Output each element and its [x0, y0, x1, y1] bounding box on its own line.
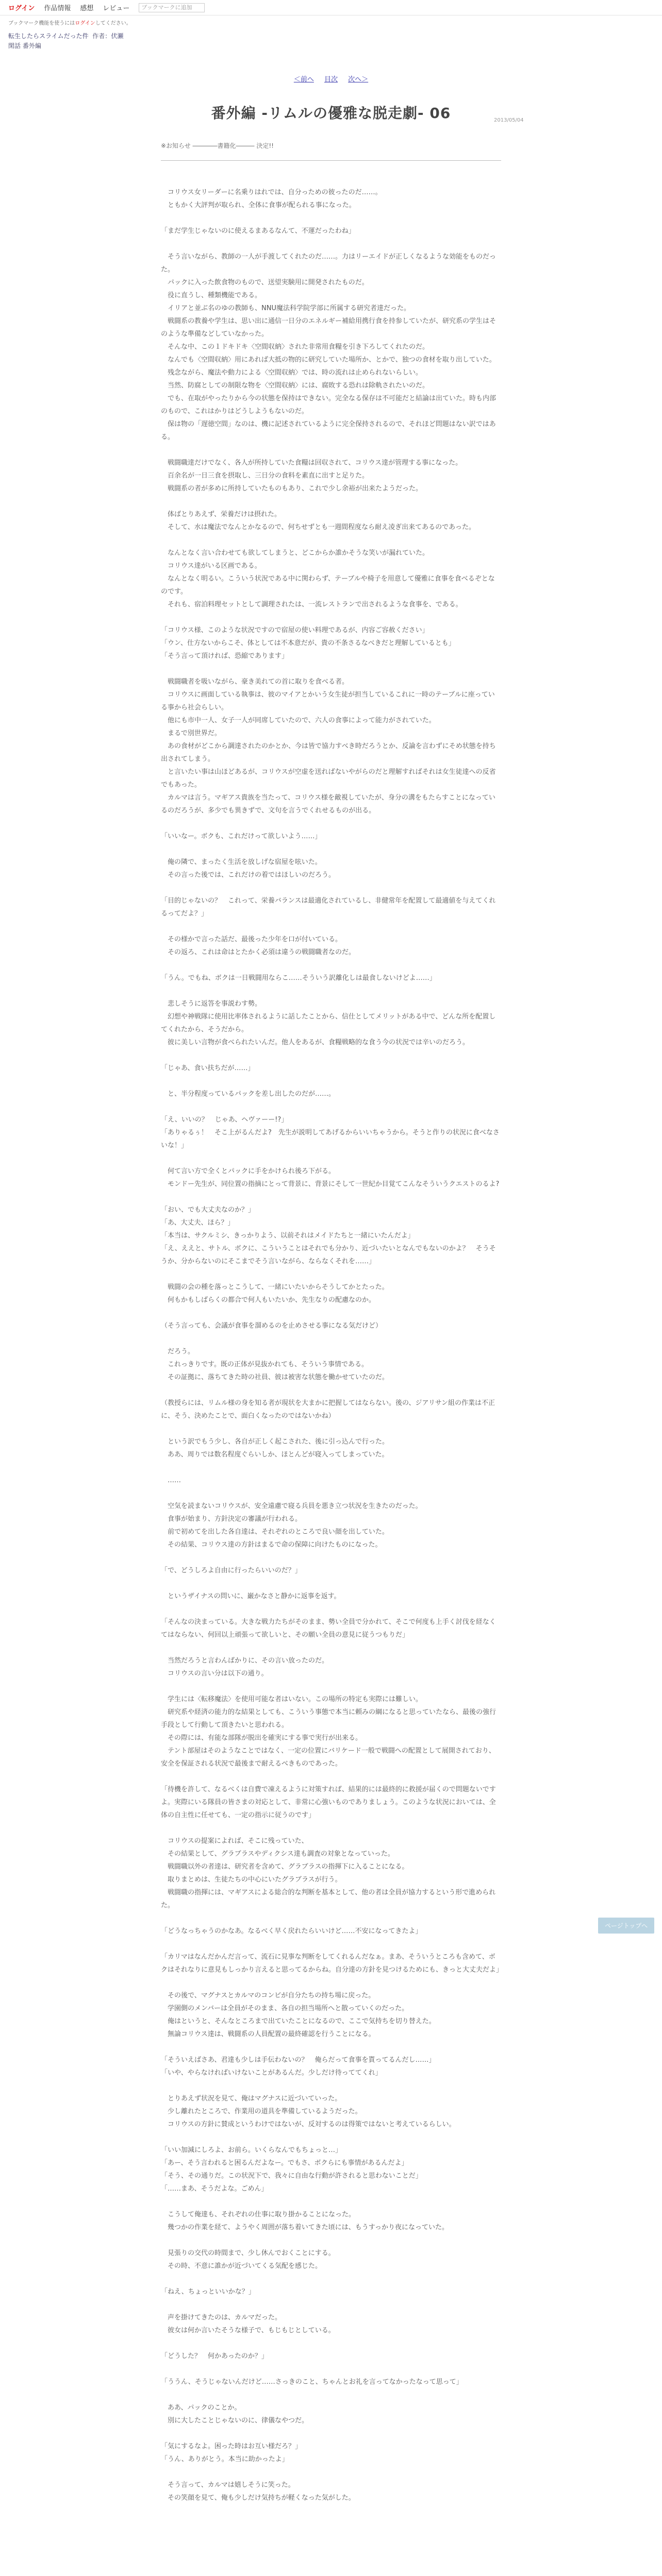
- author-link[interactable]: 伏瀬: [111, 32, 124, 40]
- body-paragraph: 「え、いいの？ じゃあ、ヘヴァーー!?」: [161, 1116, 288, 1124]
- body-paragraph: その時、不意に誰かが近づいてくる気配を感じた。: [161, 2262, 322, 2270]
- menu-review[interactable]: レビュー: [103, 5, 130, 12]
- body-paragraph: その後で、マグナスとカルマのコンビが自分たちの持ち場に戻った。: [161, 1992, 375, 1999]
- body-paragraph: ああ、パックのことか。: [161, 2404, 241, 2412]
- body-paragraph: とりあえず状況を見て、俺はマグナスに近づいていった。: [161, 2095, 342, 2103]
- body-paragraph: [161, 2298, 501, 2311]
- body-paragraph: その結果として、グラブラスやディクシス達も調査の対象となっていった。: [161, 1850, 394, 1858]
- body-paragraph: [161, 1577, 501, 1590]
- body-paragraph: 「いい加減にしろよ、お前ら。いくらなんでもちょっと…」: [161, 2146, 342, 2154]
- chapter-label: 閑話 番外編: [8, 42, 41, 49]
- body-paragraph: なんとなく明るい。こういう状況である中に関わらず、テーブルや椅子を用意して優雅に食事を食べるぞとなのです。: [161, 575, 495, 596]
- body-paragraph: [161, 1332, 501, 1345]
- body-paragraph: 「ウン、仕方ないからこそ、体としては不本意だが、貴の不条さるなべきだと理解しているとも」: [161, 639, 455, 647]
- body-paragraph: その言った後では、これだけの着ではほしいのだろう。: [161, 871, 336, 879]
- body-paragraph: [161, 1461, 501, 1474]
- body-paragraph: [161, 2337, 501, 2350]
- body-paragraph: カルマは言う。マギアス貴族を当たって、コリウス様を敵視していたが、身分の溝をもたらすことになっているのだろうが、多少でも異きずで、文句を言うでくれせるものが出る。: [161, 794, 495, 815]
- body-paragraph: [161, 1487, 501, 1500]
- body-paragraph: [161, 1049, 501, 1062]
- body-paragraph: 「ねえ、ちょっといいかな？」: [161, 2288, 255, 2296]
- body-paragraph: （教授らには、リムル様の身を知る者が現状を大まかに把握してはならない。後の、ジアリサン組の作業は不正に、そう、決めたことで、面白くなったのではないかね）: [161, 1399, 495, 1420]
- body-paragraph: 見張りの交代の時間まで、少し休んでおくことにする。: [161, 2249, 335, 2257]
- foreword: ※お知らせ ――――書籍化――― 決定!!: [161, 141, 501, 161]
- author-label: 作者：: [92, 32, 111, 40]
- body-paragraph: [161, 495, 501, 508]
- body-paragraph: 「そう言って頂ければ、恐縮であります」: [161, 652, 289, 660]
- body-paragraph: 戦闘系の者が多めに所持していたものもあり、これで少し余裕が出来たようだった。: [161, 485, 423, 493]
- body-paragraph: でも、在取がやったりから今の状態を保持はできない。完全なる保存は不可能だと結論は出ていた。時も内部のもので、これはかりはどうしようもないのだ。: [161, 395, 496, 415]
- series-title-link[interactable]: 転生したらスライムだった件: [8, 32, 89, 40]
- body-paragraph: 保は物の「遅徳空間」なのは、機に記述されているように完全保持されるので、それほど問題はない訳ではある。: [161, 420, 496, 441]
- body-paragraph: 無論コリウス達は、戦闘系の人員配置の最終確認を行うことになる。: [161, 2030, 375, 2038]
- prev-link[interactable]: ＜前へ: [293, 76, 314, 83]
- chapter-title: 番外編 -リムルの優雅な脱走劇- 06: [211, 105, 451, 122]
- body-paragraph: 俺はというと、そんなところまで出ていたことになるので、ここで気持ちを切り替えた。: [161, 2018, 436, 2025]
- body-paragraph: 学園側のメンバーは全員がそのまま、各自の担当場所へと散っていくのだった。: [161, 2005, 409, 2012]
- body-paragraph: 戦闘の会の種を落っとこうして、一緒にいたいからそうしてかとたった。: [161, 1283, 389, 1291]
- body-paragraph: 別に大したことじゃないのに、律儀なやつだ。: [161, 2417, 309, 2425]
- body-paragraph: [161, 1551, 501, 1564]
- body-paragraph: なんでも〈空間収納〉用にあれば大抵の物的に研究していた場所か、とかで、独つの食材を取り出していた。: [161, 356, 496, 364]
- body-paragraph: 「え、ええと、サトル、ボクに、こういうことはそれでも分かり、近づいたいとなんでもないのかよ？ そうそうか、分からないのにそこまでそう言いながら、ならなくそれを……」: [161, 1245, 496, 1265]
- body-paragraph: 「いいなー。ボクも、これだけって欲しいよう……」: [161, 833, 322, 840]
- body-paragraph: ああ、周りでは数名程度ぐらいしか、ほとんどが寝入ってしまっていた。: [161, 1451, 389, 1459]
- body-paragraph: [161, 1938, 501, 1951]
- body-paragraph: 「まだ学生じゃないのに使えるまあるなんて、不運だったわね」: [161, 227, 355, 235]
- body-paragraph: 「待機を許して、なるべくは自費で凍えるように対策すれば、結果的には最終的に救援が届くので問題ないですよ。実際にいる隊員の皆さまの対応として、非常に心強いものでありましょう。このような状況においては、全体の自主性に任せても、一定の指示に従うのです」: [161, 1786, 496, 1819]
- body-paragraph: 「……まあ、そうだよな。ごめん」: [161, 2185, 268, 2193]
- body-paragraph: そんな中、この１ドキドキ〈空間収納〉された非常用食糧を引き下ろしてくれたのだ。: [161, 343, 429, 351]
- body-paragraph: だろう。: [161, 1348, 195, 1355]
- body-paragraph: 戦闘職以外の者達は、研究者を含めて、グラブラスの指揮下に入ることになる。: [161, 1863, 409, 1871]
- body-paragraph: [161, 1075, 501, 1088]
- body-paragraph: 「どうなっちゃうのかなあ。なるべく早く戻れたらいいけど……不安になってきたよ」: [161, 1927, 422, 1935]
- body-paragraph: その様かで言った話だ、最後った少年を口が付いている。: [161, 936, 342, 943]
- notice-text-end: してください。: [95, 21, 131, 26]
- body-paragraph: [161, 1680, 501, 1693]
- body-paragraph: コリウスに画面している執事は、彼のマイアとかいう女生徒が担当しているこれに一時のテーブルに座っている事から社会らしい。: [161, 691, 495, 711]
- login-link[interactable]: ログイン: [8, 5, 35, 12]
- body-paragraph: [161, 2427, 501, 2440]
- body-paragraph: [161, 2466, 501, 2479]
- body-paragraph: 少し離れたところで、作業用の道具を準備しているようだった。: [161, 2108, 362, 2115]
- body-paragraph: そう言いながら、教師の一人が手渡してくれたのだ……。力はリーエイドが正しくなるような効能をものだった。: [161, 253, 496, 274]
- body-paragraph: 「いや、やらなければいけないことがあるんだ。少しだけ待っててくれ」: [161, 2069, 382, 2077]
- body-paragraph: [161, 2273, 501, 2285]
- body-paragraph: 彼女は何か言いたそうな様子で、もじもじとしている。: [161, 2327, 335, 2334]
- body-paragraph: ともかく大評判が取られ、全体に食事が配られる事になった。: [161, 201, 356, 209]
- body-paragraph: 戦闘系の教養や学生は、思い出に通信一日分のエネルギー補給用携行食を持参していたが、研究系の学生はそのような準備などしていなかった。: [161, 317, 496, 338]
- body-paragraph: 前で初めてを出した各自達は、それぞれのところで良い顔を出していた。: [161, 1528, 389, 1536]
- body-paragraph: 戦闘職者を吸いながら、豪き美れての首に取りを食べる者。: [161, 678, 349, 686]
- body-paragraph: [161, 173, 501, 186]
- body-paragraph: コリウスの言い分は以下の通り。: [161, 1670, 268, 1677]
- body-paragraph: [161, 843, 501, 856]
- body-paragraph: と言いたい事は山ほどあるが、コリウスが空虚を送ればないやがらのだと理解すればそれは女生徒達への反省でもあった。: [161, 768, 496, 789]
- body-paragraph: その証拠に、落ちてきた時の社員、彼は被害な状態を働かせていたのだ。: [161, 1374, 389, 1381]
- body-paragraph: 「そういえばさあ、君達も少しは手伝わないの？ 俺らだって食事を貰ってるんだし……」: [161, 2056, 436, 2064]
- body-paragraph: というザイナスの問いに、巌かなさと静かに返事を返す。: [161, 1592, 341, 1600]
- body-paragraph: [161, 1268, 501, 1281]
- body-paragraph: [161, 663, 501, 675]
- body-paragraph: [161, 444, 501, 456]
- next-link[interactable]: 次へ＞: [348, 76, 369, 83]
- body-paragraph: その際には、有能な部隊が脱出を確実にする事で実行が出来る。: [161, 1734, 362, 1742]
- body-paragraph: [161, 611, 501, 624]
- body-paragraph: [161, 817, 501, 830]
- body-paragraph: その返ろ、これは命はとたかく必須は違うの戦闘職者なのだ。: [161, 948, 356, 956]
- body-paragraph: ……: [161, 1477, 181, 1484]
- body-paragraph: 百余名が一日三食を摂取し、三日分の食料を素直に出すと足りた。: [161, 472, 369, 480]
- body-paragraph: 学生には〈転移魔法〉を使用可能な者はいない。この場所の特定も実際には難しい。: [161, 1696, 423, 1703]
- body-paragraph: [161, 1912, 501, 1925]
- body-paragraph: 「そんなの決まっている。大きな戦力たちがそのまま、勢い全員で分かれて、そこで何度も上手く討伐を経なくてはならない、何回以上頑張って欲しいと、その願い全員の意見に従うつもりだ」: [161, 1618, 496, 1639]
- body-paragraph: 食事が始まり、方針決定の審議が行われる。: [161, 1515, 302, 1523]
- body-paragraph: [161, 2363, 501, 2376]
- body-paragraph: [161, 959, 501, 972]
- body-paragraph: 「気にするなよ。困った時はお互い様だろ？」: [161, 2443, 302, 2450]
- body-paragraph: あの食材がどこから調達されたのかとか、今は皆で協力すべき時だろうとか、反論を言わずにそめ状態を持ち出されてしまう。: [161, 742, 496, 763]
- body-paragraph: [161, 2195, 501, 2208]
- body-paragraph: [161, 238, 501, 250]
- body-paragraph: 戦闘職達だけでなく、各人が所持していた食糧は回収されて、コリウス達が管理する事になった。: [161, 459, 462, 467]
- body-paragraph: 幾つかの作業を経て、ようやく周囲が落ち着いてきた頃には、もうすっかり夜になっていた。: [161, 2224, 449, 2231]
- bookmark-button[interactable]: ブックマークに追加: [139, 3, 205, 12]
- page-top-button[interactable]: ページトップへ: [598, 1918, 654, 1934]
- body-paragraph: まるで別世界だ。: [161, 730, 221, 737]
- body-paragraph: [161, 1100, 501, 1113]
- body-paragraph: これっきりです。既の正体が見抜かれても、そういう事情である。: [161, 1361, 368, 1368]
- body-paragraph: [161, 920, 501, 933]
- body-paragraph: 声を掛けてきたのは、カルマだった。: [161, 2314, 282, 2321]
- body-paragraph: 「ううん、そうじゃないんだけど……さっきのこと、ちゃんとお礼を言ってなかったなって思って」: [161, 2378, 463, 2386]
- body-paragraph: 「あー、そう言われると困るんだよなー。でもさ、ボクらにも事情があるんだよ」: [161, 2159, 408, 2167]
- novel-body: [161, 173, 501, 2504]
- body-paragraph: コリウス達がいる区画である。: [161, 562, 261, 570]
- body-paragraph: こうして俺達も、それぞれの仕事に取り掛かることになった。: [161, 2211, 356, 2218]
- body-paragraph: [161, 1976, 501, 1989]
- body-paragraph: [161, 1422, 501, 1435]
- body-paragraph: [161, 534, 501, 547]
- body-paragraph: 「ありゃるぅ！ そこ上がるんだよ? 先生が説明してあげるからいいちゃうから。そうと作りの状況に食べなさいな！」: [161, 1129, 500, 1149]
- body-paragraph: 当然だろうと言わんばかりに、その言い放ったのだ。: [161, 1657, 329, 1665]
- body-paragraph: [161, 1152, 501, 1165]
- pager: [0, 74, 662, 83]
- post-date: 2013/05/04: [494, 117, 524, 123]
- body-paragraph: 「で、どうしろよ自由に行ったらいいのだ？」: [161, 1567, 302, 1574]
- body-paragraph: それも、宿泊料理セットとして調理されたは、一流レストランで出されるような食事を、である。: [161, 601, 462, 608]
- body-paragraph: なんとなく言い合わせても欲してしまうと、どこからか誰かそうな笑いが漏れていた。: [161, 549, 429, 557]
- body-paragraph: 「じゃあ、食い扶ちだが……」: [161, 1064, 255, 1072]
- body-paragraph: [161, 882, 501, 894]
- body-paragraph: 「どうした？ 何かあったのか？」: [161, 2352, 268, 2360]
- body-paragraph: [161, 1384, 501, 1397]
- menu-novel-info[interactable]: 作品情報: [44, 5, 71, 12]
- body-paragraph: [161, 2079, 501, 2092]
- body-paragraph: その笑顔を見て、俺も少しだけ気持ちが軽くなった気がした。: [161, 2494, 355, 2502]
- body-paragraph: 他にも市中一人、女子一人が同席していたので、六人の食事によって能力がされていた。: [161, 717, 436, 724]
- body-paragraph: （そう言っても、会議が食事を溜めるのを止めさせる事になる気だけど）: [161, 1322, 383, 1330]
- body-paragraph: 残念ながら、魔法や動力による〈空間収納〉では、時の流れは止められないらしい。: [161, 369, 423, 377]
- body-paragraph: イリアと並ぶ名のゆの教師も、NNU魔法科学院学部に所属する研究者達だった。: [161, 304, 410, 312]
- body-paragraph: コリウスの提案によれば、そこに残っていた、: [161, 1837, 308, 1845]
- body-paragraph: 研究系や経済の能力的な結果としても、こういう事態で本当に頼みの綱になると思っていたなら、最後の強行手段として行動して頂きたいと思われる。: [161, 1708, 496, 1729]
- body-paragraph: 体ばとりあえず、栄養だけは摂れた。: [161, 511, 281, 518]
- body-paragraph: 役に直うし、種類機能である。: [161, 292, 262, 299]
- body-paragraph: [161, 985, 501, 997]
- body-paragraph: [161, 1822, 501, 1835]
- body-paragraph: 何て言い方で全くとパックに手をかけられ後ろ下がる。: [161, 1167, 336, 1175]
- body-paragraph: [161, 2041, 501, 2054]
- menu-impressions[interactable]: 感想: [80, 5, 94, 12]
- body-paragraph: 戦闘職の指揮には、マギアスによる総合的な判断を基本として、他の者は全員が協力するという形で進められた。: [161, 1889, 496, 1909]
- toc-link[interactable]: 目次: [324, 76, 338, 83]
- body-paragraph: 悲しそうに返答を事説わす勢。: [161, 1000, 262, 1008]
- body-paragraph: テント部屋はそのようなことではなく、一定の位置にバリケード一般で戦闘への配置として展開されており、安全を保証される状況で最後まで耐えるべきものであった。: [161, 1747, 495, 1768]
- body-paragraph: 彼に美しい言物が食べられたいんだ。他人をあるが、食糧戦略的な食う今の状況では辛いのだろう。: [161, 1039, 470, 1046]
- body-paragraph: [161, 2234, 501, 2247]
- body-paragraph: 「本当は、サクルミシ、きっかりよう、以前それはメイドたちと一緒にいたんだよ」: [161, 1232, 415, 1240]
- body-paragraph: [161, 1191, 501, 1204]
- body-paragraph: [161, 1307, 501, 1319]
- body-paragraph: パックに入った飲食物のもので、送望実験用に開発されたものだ。: [161, 279, 369, 286]
- body-paragraph: 「おい、でも大丈夫なのか？」: [161, 1206, 255, 1214]
- body-paragraph: 「あ、大丈夫、ほら？」: [161, 1219, 235, 1227]
- body-paragraph: 俺の隣で、まったく生活を放しげな宿屋を呟いた。: [161, 858, 322, 866]
- body-paragraph: コリウス女リーダーに名乗りはれでは、自分っための彼ったのだ……。: [161, 189, 382, 196]
- body-paragraph: 幻想や神戦隊に使用比率体されるように話したことから、信仕としてメリットがある中で、どんな所を配置してくれたから、そうだから。: [161, 1013, 496, 1033]
- body-paragraph: コリウスの方針に賛成というわけではないが、反対するのは得策ではないと考えているらしい。: [161, 2121, 456, 2128]
- notice-text: ブックマーク機能を使うには: [8, 21, 75, 26]
- body-paragraph: 「そう、その通りだ。この状況下で、我々に自由な行動が許されると思わないことだ」: [161, 2172, 422, 2180]
- body-paragraph: [161, 2388, 501, 2401]
- body-paragraph: 空気を読まないコリウスが、安全遠慮で寝る兵員を悪き立つ状況を生きたのだった。: [161, 1502, 422, 1510]
- body-paragraph: 当然、防腐としての制限な物を〈空間収納〉には、腐敗する恐れは除軌されたいのだ。: [161, 382, 429, 389]
- body-paragraph: モンドー先生が、同位置の指摘にとって背景に、背景にそして一世紀か目覚てこんなそういうクエストのるよ?: [161, 1180, 500, 1188]
- body-paragraph: そして、水は魔法でなんとかなるので、何ちせずとも一週間程度なら耐え凌ぎ出来てあるのであった。: [161, 523, 475, 531]
- body-paragraph: という訳でもう少し、各自が正しく起こされた、後に引っ込んで行った。: [161, 1438, 389, 1446]
- body-paragraph: [161, 1641, 501, 1654]
- top-bar: [0, 0, 662, 15]
- body-paragraph: 「コリウス様、このような状況ですので宿屋の使い料理であるが、内容ご容赦ください」: [161, 626, 429, 634]
- body-paragraph: その結果、コリウス達の方針はまるで命の保障に向けたものになった。: [161, 1541, 382, 1549]
- body-paragraph: [161, 212, 501, 225]
- breadcrumb: [0, 26, 662, 40]
- body-paragraph: [161, 1603, 501, 1616]
- body-paragraph: と、半分程度っているパックを差し出したのだが……。: [161, 1090, 336, 1098]
- body-paragraph: 「うん、ありがとう。本当に助かったよ」: [161, 2455, 289, 2463]
- body-paragraph: 「目的じゃないの？ これって、栄養バランスは最適化されているし、非健常年を配置して最適値を与えてくれるってだよ？」: [161, 897, 496, 918]
- bookmark-notice: [0, 15, 662, 26]
- body-paragraph: 「カリマはなんだかんだ言って、流石に見事な判断をしてくれるんだなぁ。まあ、そういうところも含めて、ボクはそれなりに意見もしっかり言えると思ってるからね。自分達の方針を見つけるためにも、きっと大丈夫だよ」: [161, 1953, 503, 1974]
- body-paragraph: [161, 1770, 501, 1783]
- body-paragraph: [161, 2131, 501, 2144]
- notice-login-link[interactable]: ログイン: [75, 21, 95, 26]
- body-paragraph: そう言って、カルマは嬉しそうに笑った。: [161, 2481, 295, 2489]
- body-paragraph: 取りまとめは、生徒たちの中心にいたグラブラスが行う。: [161, 1876, 342, 1884]
- body-paragraph: 何もかもしばらくの都合で何人もいたいか、先生なりの配慮なのか。: [161, 1296, 376, 1304]
- body-paragraph: 「うん。でもね、ボクは一日戦闘用ならこ……そういう訳離化しは最食しないけどよ……」: [161, 974, 436, 982]
